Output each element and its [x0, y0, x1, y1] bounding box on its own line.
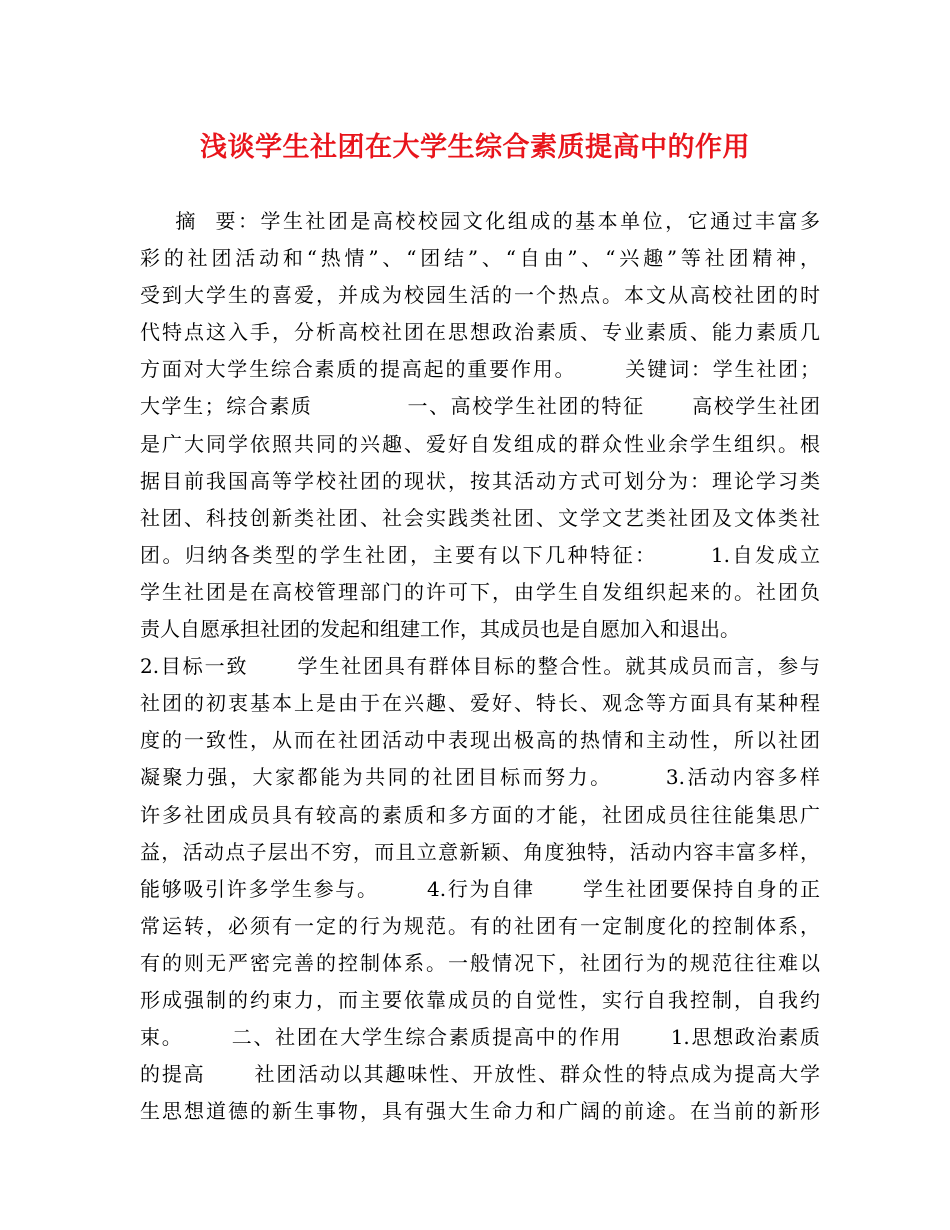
body-line: 大学生；综合素质 一、高校学生社团的特征 高校学生社团 [140, 394, 820, 419]
body-line: 度的一致性，从而在社团活动中表现出极高的热情和主动性，所以社团 [140, 728, 820, 753]
body-line: 团。归纳各类型的学生社团，主要有以下几种特征： 1.自发成立 [140, 542, 820, 567]
body-line: 社团的初衷基本上是由于在兴趣、爱好、特长、观念等方面具有某种程 [140, 691, 820, 716]
body-line: 能够吸引许多学生参与。 4.行为自律 学生社团要保持自身的正 [140, 876, 820, 901]
body-line: 是广大同学依照共同的兴趣、爱好自发组成的群众性业余学生组织。根 [140, 431, 820, 456]
body-line: 生思想道德的新生事物，具有强大生命力和广阔的前途。在当前的新形 [140, 1099, 820, 1124]
body-line: 的提高 社团活动以其趣味性、开放性、群众性的特点成为提高大学 [140, 1062, 820, 1087]
body-line: 益，活动点子层出不穷，而且立意新颖、角度独特，活动内容丰富多样， [140, 839, 820, 864]
body-line: 许多社团成员具有较高的素质和多方面的才能，社团成员往往能集思广 [140, 802, 820, 827]
body-line: 形成强制的约束力，而主要依靠成员的自觉性，实行自我控制，自我约 [140, 987, 820, 1012]
body-line: 摘 要：学生社团是高校校园文化组成的基本单位，它通过丰富多 [140, 209, 820, 233]
body-line: 学生社团是在高校管理部门的许可下，由学生自发组织起来的。社团负 [140, 579, 820, 604]
body-line: 彩的社团活动和“热情”、“团结”、“自由”、“兴趣”等社团精神， [140, 246, 820, 271]
body-line: 代特点这入手，分析高校社团在思想政治素质、专业素质、能力素质几 [140, 320, 820, 345]
body-line: 有的则无严密完善的控制体系。一般情况下，社团行为的规范往往难以 [140, 950, 820, 975]
body-line: 2.目标一致 学生社团具有群体目标的整合性。就其成员而言，参与 [140, 654, 820, 679]
body-line: 凝聚力强，大家都能为共同的社团目标而努力。 3.活动内容多样 [140, 765, 820, 790]
body-line: 束。 二、社团在大学生综合素质提高中的作用 1.思想政治素质 [140, 1025, 820, 1050]
body-line: 方面对大学生综合素质的提高起的重要作用。 关键词：学生社团； [140, 357, 820, 382]
body-line: 社团、科技创新类社团、社会实践类社团、文学文艺类社团及文体类社 [140, 505, 820, 530]
body-line: 受到大学生的喜爱，并成为校园生活的一个热点。本文从高校社团的时 [140, 283, 820, 308]
body-line: 常运转，必须有一定的行为规范。有的社团有一定制度化的控制体系， [140, 913, 820, 938]
document-title: 浅谈学生社团在大学生综合素质提高中的作用 [200, 132, 750, 163]
body-line: 责人自愿承担社团的发起和组建工作，其成员也是自愿加入和退出。 [140, 617, 740, 642]
body-line: 据目前我国高等学校社团的现状，按其活动方式可划分为：理论学习类 [140, 468, 820, 493]
document-body [140, 203, 820, 1130]
